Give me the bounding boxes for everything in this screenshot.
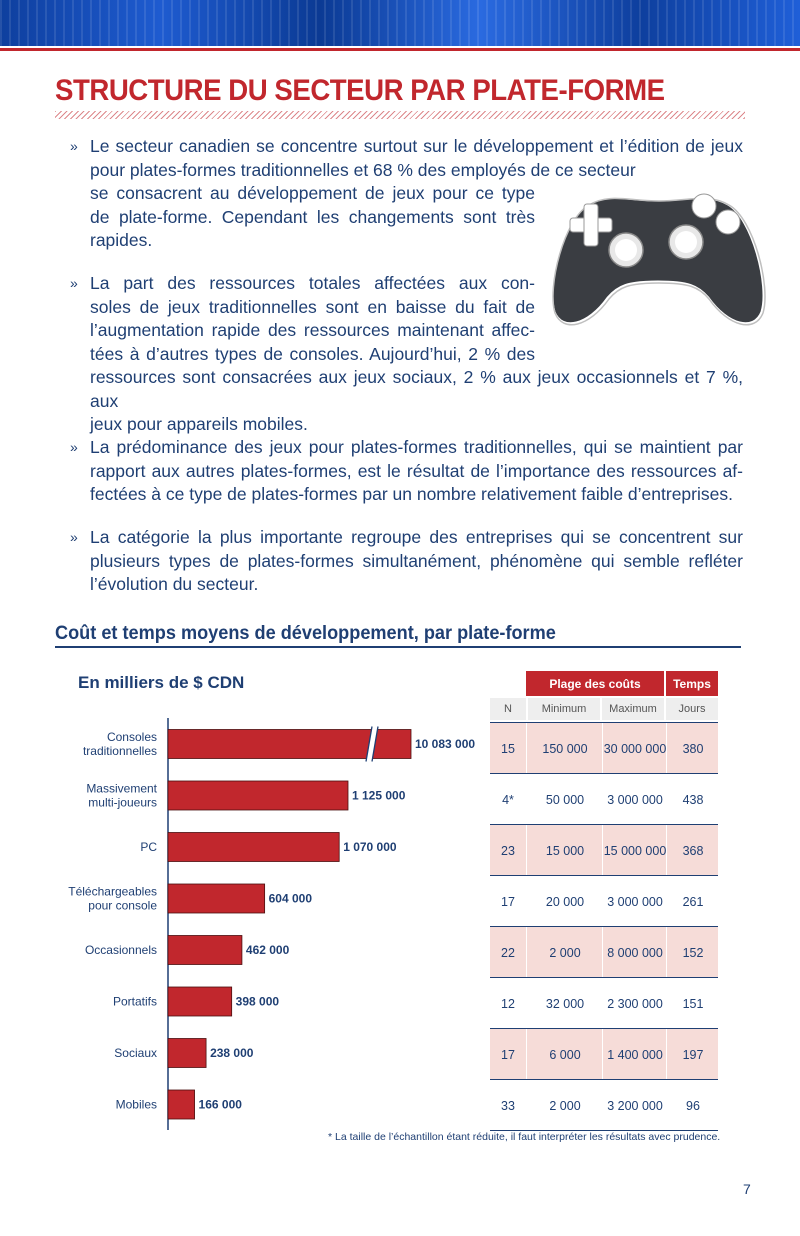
cell-n: 4* — [502, 792, 514, 807]
cell-minimum: 6 000 — [526, 1029, 603, 1080]
bullet-3-line-3: fectées à ce type de plates-formes par un nombre relativement faible d’entreprises. — [90, 484, 733, 504]
cell-minimum: 150 000 — [526, 723, 603, 774]
bullet-2-line-4: tées à d’autres types de consoles. Aujourd’hui, 2 % des — [90, 343, 535, 364]
table-col-minimum: Minimum — [528, 698, 600, 720]
cell-minimum: 20 000 — [526, 876, 603, 927]
bullet-1-line-3: se consacrent au développement de jeux pour ce type — [90, 183, 535, 203]
bullet-1-line-2: pour plates-formes traditionnelles et 68 % des employés de ce secteur — [90, 159, 636, 180]
bullet-2-line-6: jeux pour appareils mobiles. — [90, 414, 308, 434]
table-row — [490, 1079, 718, 1131]
table-row — [490, 977, 718, 1029]
bullet-2 — [70, 272, 535, 366]
category-label: Mobiles — [115, 1097, 157, 1112]
cell-n: 17 — [501, 1047, 515, 1062]
cell-n: 33 — [501, 1098, 515, 1113]
table-row — [490, 722, 718, 774]
bullet-marker: » — [70, 529, 78, 545]
bar — [168, 833, 339, 862]
table-header-time: Temps — [666, 671, 718, 696]
bar-chart — [0, 700, 490, 1130]
cell-maximum: 15 000 000 — [602, 825, 667, 876]
top-red-rule — [0, 48, 800, 51]
cell-maximum: 1 400 000 — [602, 1029, 667, 1080]
bullet-4-line-2: plusieurs types de plates-formes simultanément, phénomène qui semble refléter — [90, 550, 743, 571]
cell-maximum: 3 000 000 — [602, 774, 667, 825]
bullet-1-line-1: Le secteur canadien se concentre surtout sur le développement et l’édition de jeux — [90, 136, 743, 156]
category-label: Consoles traditionnelles — [82, 730, 157, 758]
data-label: 1 070 000 — [343, 840, 397, 854]
cell-jours: 96 — [666, 1080, 719, 1131]
category-label: Portatifs — [112, 994, 157, 1009]
cell-minimum: 15 000 — [526, 825, 603, 876]
cell-jours: 261 — [666, 876, 719, 927]
cell-maximum: 3 000 000 — [602, 876, 667, 927]
bullet-3 — [70, 436, 743, 507]
page-title: STRUCTURE DU SECTEUR PAR PLATE-FORME — [55, 74, 665, 107]
cell-minimum: 2 000 — [526, 1080, 603, 1131]
cell-jours: 438 — [666, 774, 719, 825]
category-label: PC — [140, 840, 157, 854]
cell-n: 22 — [501, 945, 515, 960]
data-label: 166 000 — [198, 1097, 242, 1112]
cell-jours: 152 — [666, 927, 719, 978]
category-label: Téléchargeables pour console — [68, 884, 157, 913]
bullet-4 — [70, 526, 743, 597]
category-label: Sociaux — [114, 1046, 157, 1060]
table-col-jours: Jours — [666, 698, 718, 720]
bullet-2-lines-b — [90, 366, 743, 437]
table-row — [490, 773, 718, 825]
bar — [168, 1090, 195, 1119]
bullet-2-line-5: ressources sont consacrées aux jeux sociaux, 2 % aux jeux occasionnels et 7 %, aux — [90, 367, 743, 411]
unit-label: En milliers de $ CDN — [78, 673, 245, 692]
bar — [168, 936, 242, 965]
cell-n: 23 — [501, 843, 515, 858]
section-underline — [55, 646, 741, 648]
cell-maximum: 8 000 000 — [602, 927, 667, 978]
data-label: 238 000 — [210, 1046, 254, 1060]
cell-minimum: 2 000 — [526, 927, 603, 978]
cell-n: 15 — [501, 741, 515, 756]
table-row — [490, 875, 718, 927]
data-label: 1 125 000 — [352, 788, 406, 803]
bullet-4-line-1: La catégorie la plus importante regroupe des entreprises qui se concentrent sur — [90, 527, 743, 547]
bullet-3-line-2: rapport aux autres plates-formes, est le résultat de l’importance des ressources af- — [90, 460, 743, 481]
table-row — [490, 926, 718, 978]
top-decorative-band — [0, 0, 800, 46]
data-label: 10 083 000 — [415, 737, 476, 751]
cell-maximum: 30 000 000 — [602, 723, 667, 774]
title-hatch-rule — [55, 111, 745, 119]
category-label: Massivement multi-joueurs — [86, 781, 157, 810]
table-col-n: N — [490, 698, 526, 720]
category-label: Occasionnels — [84, 943, 157, 957]
table-row — [490, 824, 718, 876]
bar — [168, 987, 232, 1016]
data-label: 604 000 — [268, 891, 313, 906]
cell-maximum: 2 300 000 — [602, 978, 667, 1029]
bullet-marker: » — [70, 439, 78, 455]
table-header-cost-range: Plage des coûts — [526, 671, 664, 696]
cell-n: 12 — [501, 996, 515, 1011]
bullet-3-line-1: La prédominance des jeux pour plates-formes traditionnelles, qui se maintient par — [90, 437, 743, 457]
cell-n: 17 — [501, 894, 515, 909]
data-label: 462 000 — [245, 943, 290, 957]
cell-jours: 151 — [666, 978, 719, 1029]
data-label: 398 000 — [235, 994, 280, 1009]
bullet-marker: » — [70, 138, 78, 154]
bullet-1-lines-a — [90, 135, 743, 182]
footnote: * La taille de l’échantillon étant réduite, il faut interpréter les résultats avec prudence. — [328, 1131, 721, 1143]
bullet-1-lines-b — [90, 182, 535, 253]
cell-jours: 380 — [666, 723, 719, 774]
cell-minimum: 50 000 — [526, 774, 603, 825]
bar — [168, 1039, 206, 1068]
bar — [168, 781, 348, 810]
table-col-maximum: Maximum — [602, 698, 664, 720]
bullet-4-line-3: l’évolution du secteur. — [90, 574, 259, 594]
bullet-1-line-4: de plate-forme. Cependant les changements sont très — [90, 206, 535, 227]
table-row — [490, 1028, 718, 1080]
page-number: 7 — [743, 1181, 751, 1197]
bullet-2-line-1: La part des ressources totales affectées aux con- — [90, 273, 535, 293]
section-title: Coût et temps moyens de développement, par plate-forme — [55, 622, 556, 644]
bullet-2-line-3: l’augmentation rapide des ressources maintenant affec- — [90, 320, 535, 340]
game-controller-icon — [548, 186, 768, 330]
cell-jours: 368 — [666, 825, 719, 876]
cell-minimum: 32 000 — [526, 978, 603, 1029]
bar — [168, 884, 265, 913]
bullet-1-line-5: rapides. — [90, 230, 153, 250]
bullet-marker: » — [70, 275, 78, 291]
bullet-2-line-2: soles de jeux traditionnelles sont en baisse du fait de — [90, 296, 535, 317]
cell-jours: 197 — [666, 1029, 719, 1080]
cell-maximum: 3 200 000 — [602, 1080, 667, 1131]
